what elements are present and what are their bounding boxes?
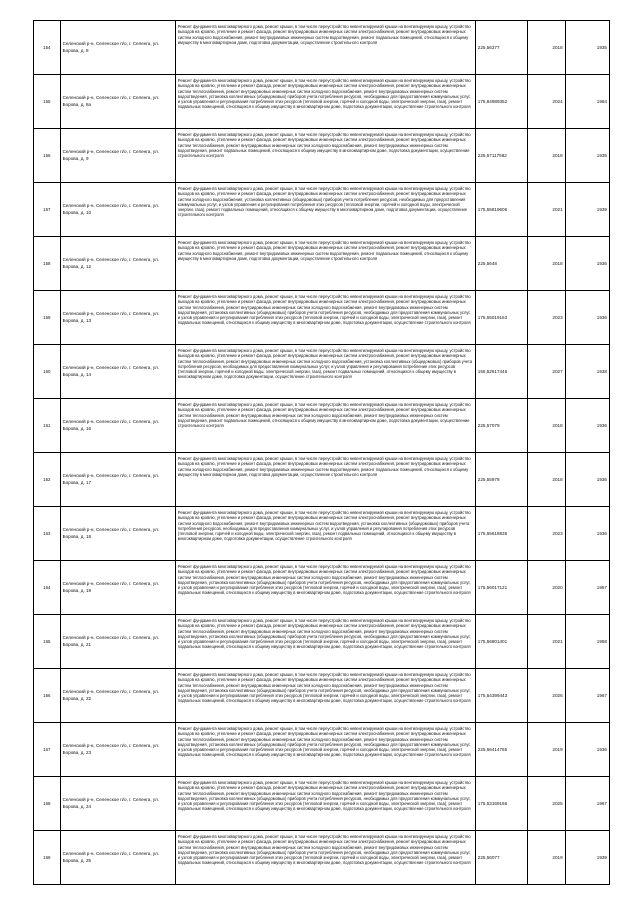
cost-cell: 225,57117582 — [475, 129, 527, 183]
address-cell: Селенский р-н, Селенское п/о, г. Селенга, ул. Борова, д. 19 — [60, 561, 175, 615]
row-number-cell: 163 — [34, 507, 61, 561]
works-list-cell: Ремонт фундамента многоквартирного дома, ремонт крыши, в том числе переустройство невентилируемой крыши на вентилируемую крышу, устройство выходов на кровлю, утепление и ремонт фасада, ремонт внутридомовых инженерных систем электроснабжения, ремонт внутридомовых инженерных систем холодного водоснабжения, ремонт внутридомовых инженерных систем водоотведения, ремонт подвальных помещений, относящихся к общему имуществу в многоквартирном доме, подготовка документации, осуществление строительного контроля — [175, 453, 475, 507]
works-list-cell: Ремонт фундамента многоквартирного дома, ремонт крыши, в том числе переустройство невентилируемой крыши на вентилируемую крышу, устройство выходов на кровлю, утепление и ремонт фасада, ремонт внутридомовых инженерных систем электроснабжения, ремонт внутридомовых инженерных систем теплоснабжения, ремонт внутридомовых инженерных систем холодного водоснабжения, ремонт внутридомовых инженерных систем водоотведения, установка коллективных (общедомовых) приборов учета потребления ресурсов, необходимых для предоставления коммунальных услуг, и узлов управления и регулирования потребления этих ресурсов (тепловой энергии, горячей и холодной воды, электрической энергии, газа), ремонт подвальных помещений, относящихся к общему имуществу в многоквартирном доме, подготовка документации, осуществление строительного контроля — [175, 615, 475, 669]
cost-cell: 175,55618836 — [475, 507, 527, 561]
cost-cell: 155,52617446 — [475, 345, 527, 399]
cost-cell: 225,57079 — [475, 399, 527, 453]
address-cell: Селенский р-н, Селенское п/о, г. Селенга, ул. Борова, д. 8а — [60, 75, 175, 129]
planned-year-cell: 2018 — [527, 237, 565, 291]
address-cell: Селенский р-н, Селенское п/о, г. Селенга, ул. Борова, д. 16 — [60, 399, 175, 453]
works-list-cell: Ремонт фундамента многоквартирного дома, ремонт крыши, в том числе переустройство невентилируемой крыши на вентилируемую крышу, устройство выходов на кровлю, утепление и ремонт фасада, ремонт внутридомовых инженерных систем электроснабжения, ремонт внутридомовых инженерных систем теплоснабжения, ремонт внутридомовых инженерных систем холодного водоснабжения, ремонт внутридомовых инженерных систем водоотведения, установка коллективных (общедомовых) приборов учета потребления ресурсов, необходимых для предоставления коммунальных услуг, и узлов управления и регулирования потребления этих ресурсов (тепловой энергии, горячей и холодной воды, электрической энергии, газа), ремонт подвальных помещений, относящихся к общему имуществу в многоквартирном доме, подготовка документации, осуществление строительного контроля — [175, 777, 475, 831]
row-number-cell: 159 — [34, 291, 61, 345]
cost-cell: 225,5648 — [475, 237, 527, 291]
build-year-cell: 1939 — [565, 183, 609, 237]
planned-year-cell: 2018 — [527, 453, 565, 507]
cost-cell: 225,56377 — [475, 21, 527, 75]
table-row — [34, 669, 610, 723]
row-number-cell: 162 — [34, 453, 61, 507]
address-cell: Селенский р-н, Селенское п/о, г. Селенга, ул. Борова, д. 22 — [60, 669, 175, 723]
cost-cell: 225,56077 — [475, 831, 527, 885]
row-number-cell: 158 — [34, 237, 61, 291]
planned-year-cell: 2021 — [527, 183, 565, 237]
address-cell: Селенский р-н, Селенское п/о, г. Селенга, ул. Борова, д. 18 — [60, 507, 175, 561]
table-row — [34, 561, 610, 615]
works-list-cell: Ремонт фундамента многоквартирного дома, ремонт крыши, в том числе переустройство невентилируемой крыши на вентилируемую крышу, устройство выходов на кровлю, утепление и ремонт фасада, ремонт внутридомовых инженерных систем электроснабжения, ремонт внутридомовых инженерных систем теплоснабжения, ремонт внутридомовых инженерных систем холодного водоснабжения, ремонт внутридомовых инженерных систем водоотведения, установка коллективных (общедомовых) приборов учета потребления ресурсов, необходимых для предоставления коммунальных услуг, и узлов управления и регулирования потребления этих ресурсов (тепловой энергии, горячей и холодной воды, электрической энергии, газа), ремонт подвальных помещений, относящихся к общему имуществу в многоквартирном доме, подготовка документации, осуществление строительного контроля — [175, 669, 475, 723]
row-number-cell: 168 — [34, 777, 61, 831]
planned-year-cell: 2023 — [527, 507, 565, 561]
row-number-cell: 166 — [34, 669, 61, 723]
build-year-cell: 1936 — [565, 723, 609, 777]
cost-cell: 175,55819606 — [475, 183, 527, 237]
repair-register-table — [33, 20, 610, 885]
table-row — [34, 831, 610, 885]
address-cell: Селенский р-н, Селенское п/о, г. Селенга, ул. Борова, д. 14 — [60, 345, 175, 399]
cost-cell: 225,55978 — [475, 453, 527, 507]
cost-cell: 175,56801401 — [475, 615, 527, 669]
table-row — [34, 75, 610, 129]
table-row — [34, 345, 610, 399]
row-number-cell: 157 — [34, 183, 61, 237]
table-row — [34, 507, 610, 561]
row-number-cell: 160 — [34, 345, 61, 399]
row-number-cell: 161 — [34, 399, 61, 453]
planned-year-cell: 2026 — [527, 669, 565, 723]
works-list-cell: Ремонт фундамента многоквартирного дома, ремонт крыши, в том числе переустройство невентилируемой крыши на вентилируемую крышу, устройство выходов на кровлю, утепление и ремонт фасада, ремонт внутридомовых инженерных систем электроснабжения, ремонт внутридомовых инженерных систем теплоснабжения, ремонт внутридомовых инженерных систем холодного водоснабжения, ремонт внутридомовых инженерных систем водоотведения, ремонт подвальных помещений, относящихся к общему имуществу в многоквартирном доме, подготовка документации, осуществление строительного контроля — [175, 399, 475, 453]
build-year-cell: 1957 — [565, 561, 609, 615]
cost-cell: 175,56017121 — [475, 561, 527, 615]
row-number-cell: 164 — [34, 561, 61, 615]
works-list-cell: Ремонт фундамента многоквартирного дома, ремонт крыши, в том числе переустройство невентилируемой крыши на вентилируемую крышу, устройство выходов на кровлю, утепление и ремонт фасада, ремонт внутридомовых инженерных систем электроснабжения, ремонт внутридомовых инженерных систем холодного водоснабжения, ремонт внутридомовых инженерных систем водоотведения, установка коллективных (общедомовых) приборов учета потребления ресурсов, необходимых для предоставления коммунальных услуг, и узлов управления и регулирования потребления этих ресурсов (тепловой энергии, горячей и холодной воды, электрической энергии, газа), ремонт подвальных помещений, относящихся к общему имуществу в многоквартирном доме, подготовка документации, осуществление строительного контроля — [175, 507, 475, 561]
table-row — [34, 129, 610, 183]
build-year-cell: 1936 — [565, 399, 609, 453]
build-year-cell: 1967 — [565, 669, 609, 723]
row-number-cell: 169 — [34, 831, 61, 885]
works-list-cell: Ремонт фундамента многоквартирного дома, ремонт крыши, в том числе переустройство невентилируемой крыши на вентилируемую крышу, устройство выходов на кровлю, утепление и ремонт фасада, ремонт внутридомовых инженерных систем электроснабжения, ремонт внутридомовых инженерных систем теплоснабжения, ремонт внутридомовых инженерных систем холодного водоснабжения, ремонт внутридомовых инженерных систем водоотведения, установка коллективных (общедомовых) приборов учета потребления ресурсов, необходимых для предоставления коммунальных услуг, и узлов управления и регулирования потребления этих ресурсов (тепловой энергии, горячей и холодной воды, электрической энергии, газа), ремонт подвальных помещений, относящихся к общему имуществу в многоквартирном доме, подготовка документации, осуществление строительного контроля — [175, 831, 475, 885]
build-year-cell: 1936 — [565, 291, 609, 345]
planned-year-cell: 2027 — [527, 345, 565, 399]
row-number-cell: 156 — [34, 129, 61, 183]
address-cell: Селенский р-н, Селенское п/о, г. Селенга, ул. Борова, д. 17 — [60, 453, 175, 507]
planned-year-cell: 2023 — [527, 291, 565, 345]
table-row — [34, 723, 610, 777]
table-row — [34, 399, 610, 453]
table-row — [34, 21, 610, 75]
works-list-cell: Ремонт фундамента многоквартирного дома, ремонт крыши, в том числе переустройство невентилируемой крыши на вентилируемую крышу, устройство выходов на кровлю, утепление и ремонт фасада, ремонт внутридомовых инженерных систем электроснабжения, ремонт внутридомовых инженерных систем теплоснабжения, ремонт внутридомовых инженерных систем холодного водоснабжения, ремонт внутридомовых инженерных систем водоотведения, установка коллективных (общедомовых) приборов учета потребления ресурсов, необходимых для предоставления коммунальных услуг, и узлов управления и регулирования потребления этих ресурсов (тепловой энергии, горячей и холодной воды, электрической энергии, газа), ремонт подвальных помещений, относящихся к общему имуществу в многоквартирном доме, подготовка документации, осуществление строительного контроля — [175, 561, 475, 615]
planned-year-cell: 2019 — [527, 723, 565, 777]
planned-year-cell: 2024 — [527, 75, 565, 129]
row-number-cell: 165 — [34, 615, 61, 669]
build-year-cell: 1936 — [565, 237, 609, 291]
address-cell: Селенский р-н, Селенское п/о, г. Селенга, ул. Борова, д. 24 — [60, 777, 175, 831]
cost-cell: 175,53169166 — [475, 777, 527, 831]
works-list-cell: Ремонт фундамента многоквартирного дома, ремонт крыши, в том числе переустройство невентилируемой крыши на вентилируемую крышу, устройство выходов на кровлю, утепление и ремонт фасада, ремонт внутридомовых инженерных систем электроснабжения, ремонт внутридомовых инженерных систем холодного водоснабжения, установка коллективных (общедомовых) приборов учета потребления ресурсов, необходимых для предоставления коммунальных услуг, и узлов управления и регулирования потребления этих ресурсов (тепловой энергии, горячей и холодной воды, электрической энергии, газа), ремонт подвальных помещений, относящихся к общему имуществу в многоквартирном доме, подготовка документации, осуществление строительного контроля — [175, 183, 475, 237]
planned-year-cell: 2021 — [527, 615, 565, 669]
build-year-cell: 1939 — [565, 831, 609, 885]
works-list-cell: Ремонт фундамента многоквартирного дома, ремонт крыши, в том числе переустройство невентилируемой крыши на вентилируемую крышу, устройство выходов на кровлю, утепление и ремонт фасада, ремонт внутридомовых инженерных систем электроснабжения, ремонт внутридомовых инженерных систем холодного водоснабжения, ремонт внутридомовых инженерных систем водоотведения, ремонт подвальных помещений, относящихся к общему имуществу в многоквартирном доме, подготовка документации, осуществление строительного контроля — [175, 237, 475, 291]
works-list-cell: Ремонт фундамента многоквартирного дома, ремонт крыши, в том числе переустройство невентилируемой крыши на вентилируемую крышу, устройство выходов на кровлю, утепление и ремонт фасада, ремонт внутридомовых инженерных систем электроснабжения, ремонт внутридомовых инженерных систем теплоснабжения, ремонт внутридомовых инженерных систем холодного водоснабжения, ремонт внутридомовых инженерных систем водоотведения, установка коллективных (общедомовых) приборов учета потребления ресурсов, необходимых для предоставления коммунальных услуг, и узлов управления и регулирования потребления этих ресурсов (тепловой энергии, горячей и холодной воды, электрической энергии, газа), ремонт подвальных помещений, относящихся к общему имуществу в многоквартирном доме, подготовка документации, осуществление строительного контроля — [175, 291, 475, 345]
repair-register-body — [34, 21, 610, 885]
cost-cell: 175,84989352 — [475, 75, 527, 129]
address-cell: Селенский р-н, Селенское п/о, г. Селенга, ул. Борова, д. 9 — [60, 129, 175, 183]
table-row — [34, 291, 610, 345]
table-row — [34, 237, 610, 291]
row-number-cell: 155 — [34, 75, 61, 129]
works-list-cell: Ремонт фундамента многоквартирного дома, ремонт крыши, в том числе переустройство невентилируемой крыши на вентилируемую крышу, устройство выходов на кровлю, утепление и ремонт фасада, ремонт внутридомовых инженерных систем электроснабжения, ремонт внутридомовых инженерных систем теплоснабжения, ремонт внутридомовых инженерных систем холодного водоснабжения, ремонт внутридомовых инженерных систем водоотведения, установка коллективных (общедомовых) приборов учета потребления ресурсов, необходимых для предоставления коммунальных услуг, и узлов управления и регулирования потребления этих ресурсов (тепловой энергии, горячей и холодной воды, электрической энергии, газа), ремонт подвальных помещений, относящихся к общему имуществу в многоквартирном доме, подготовка документации, осуществление строительного контроля — [175, 75, 475, 129]
table-row — [34, 453, 610, 507]
works-list-cell: Ремонт фундамента многоквартирного дома, ремонт крыши, в том числе переустройство невентилируемой крыши на вентилируемую крышу, устройство выходов на кровлю, утепление и ремонт фасада, ремонт внутридомовых инженерных систем электроснабжения, ремонт внутридомовых инженерных систем теплоснабжения, ремонт внутридомовых инженерных систем холодного водоснабжения, ремонт внутридомовых инженерных систем водоотведения, установка коллективных (общедомовых) приборов учета потребления ресурсов, необходимых для предоставления коммунальных услуг, и узлов управления и регулирования потребления этих ресурсов (тепловой энергии, горячей и холодной воды, электрической энергии, газа), ремонт подвальных помещений, относящихся к общему имуществу в многоквартирном доме, подготовка документации, осуществление строительного контроля — [175, 723, 475, 777]
build-year-cell: 1967 — [565, 777, 609, 831]
planned-year-cell: 2018 — [527, 21, 565, 75]
row-number-cell: 154 — [34, 21, 61, 75]
works-list-cell: Ремонт фундамента многоквартирного дома, ремонт крыши, в том числе переустройство невентилируемой крыши на вентилируемую крышу, устройство выходов на кровлю, утепление и ремонт фасада, ремонт внутридомовых инженерных систем электроснабжения, ремонт внутридомовых инженерных систем теплоснабжения, ремонт внутридомовых инженерных систем холодного водоснабжения, ремонт внутридомовых инженерных систем водоотведения, ремонт подвальных помещений, относящихся к общему имуществу в многоквартирном доме, подготовка документации, осуществление строительного контроля — [175, 129, 475, 183]
address-cell: Селенский р-н, Селенское п/о, г. Селенга, ул. Борова, д. 13 — [60, 291, 175, 345]
row-number-cell: 167 — [34, 723, 61, 777]
address-cell: Селенский р-н, Селенское п/о, г. Селенга, ул. Борова, д. 12 — [60, 237, 175, 291]
works-list-cell: Ремонт фундамента многоквартирного дома, ремонт крыши, в том числе переустройство невентилируемой крыши на вентилируемую крышу, устройство выходов на кровлю, утепление и ремонт фасада, ремонт внутридомовых инженерных систем электроснабжения, ремонт внутридомовых инженерных систем теплоснабжения, ремонт внутридомовых инженерных систем холодного водоснабжения, установка коллективных (общедомовых) приборов учета потребления ресурсов, необходимых для предоставления коммунальных услуг, и узлов управления и регулирования потребления этих ресурсов (тепловой энергии, горячей и холодной воды, электрической энергии, газа), ремонт подвальных помещений, относящихся к общему имуществу в многоквартирном доме, подготовка документации, осуществление строительного контроля — [175, 345, 475, 399]
table-row — [34, 615, 610, 669]
cost-cell: 225,56414765 — [475, 723, 527, 777]
address-cell: Селенский р-н, Селенское п/о, г. Селенга, ул. Борова, д. 21 — [60, 615, 175, 669]
table-row — [34, 183, 610, 237]
cost-cell: 175,55019153 — [475, 291, 527, 345]
build-year-cell: 1938 — [565, 345, 609, 399]
build-year-cell: 1936 — [565, 507, 609, 561]
works-list-cell: Ремонт фундамента многоквартирного дома, ремонт крыши, в том числе переустройство невентилируемой крыши на вентилируемую крышу, устройство выходов на кровлю, утепление и ремонт фасада, ремонт внутридомовых инженерных систем электроснабжения, ремонт внутридомовых инженерных систем холодного водоснабжения, ремонт внутридомовых инженерных систем водоотведения, ремонт подвальных помещений, относящихся к общему имуществу в многоквартирном доме, подготовка документации, осуществление строительного контроля — [175, 21, 475, 75]
address-cell: Селенский р-н, Селенское п/о, г. Селенга, ул. Борова, д. 10 — [60, 183, 175, 237]
table-row — [34, 777, 610, 831]
planned-year-cell: 2020 — [527, 561, 565, 615]
planned-year-cell: 2018 — [527, 129, 565, 183]
planned-year-cell: 2025 — [527, 777, 565, 831]
build-year-cell: 1964 — [565, 75, 609, 129]
address-cell: Селенский р-н, Селенское п/о, г. Селенга, ул. Борова, д. 8 — [60, 21, 175, 75]
build-year-cell: 1935 — [565, 21, 609, 75]
planned-year-cell: 2019 — [527, 831, 565, 885]
address-cell: Селенский р-н, Селенское п/о, г. Селенга, ул. Борова, д. 23 — [60, 723, 175, 777]
build-year-cell: 1958 — [565, 615, 609, 669]
planned-year-cell: 2018 — [527, 399, 565, 453]
address-cell: Селенский р-н, Селенское п/о, г. Селенга, ул. Борова, д. 25 — [60, 831, 175, 885]
build-year-cell: 1935 — [565, 129, 609, 183]
build-year-cell: 1936 — [565, 453, 609, 507]
cost-cell: 175,54399443 — [475, 669, 527, 723]
